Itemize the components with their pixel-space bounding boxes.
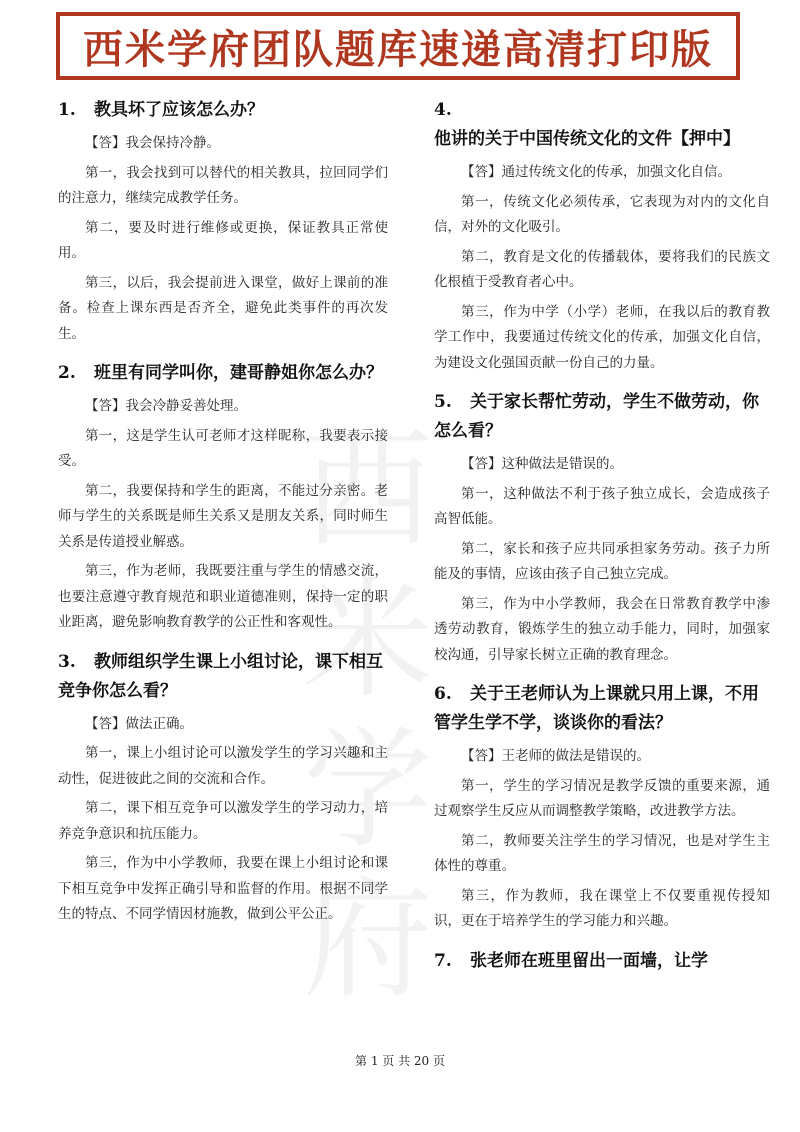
question-block: [434, 680, 770, 935]
question-title: [58, 648, 388, 706]
question-title: [58, 359, 388, 388]
question-text: 关于家长帮忙劳动，学生不做劳动，你怎么看？: [434, 392, 759, 441]
question-text: 教具坏了应该怎么办？: [94, 100, 264, 120]
answer-paragraph: 第二，家长和孩子应共同承担家务劳动。孩子力所能及的事情，应该由孩子自己独立完成。: [434, 540, 770, 582]
answer-paragraph: 第一，课上小组讨论可以激发学生的学习兴趣和主动性，促进彼此之间的交流和合作。: [58, 745, 388, 787]
question-block: [434, 96, 770, 376]
right-column: [434, 96, 770, 988]
question-number: 7.: [434, 950, 452, 971]
answer-summary: 【答】王老师的做法是错误的。: [461, 748, 650, 764]
question-title: [434, 947, 770, 976]
question-text: 班里有同学叫你，建哥静姐你怎么办？: [94, 363, 383, 383]
watermark: 西米 学府: [302, 414, 433, 1016]
answer-paragraph: 第一，这种做法不利于孩子独立成长，会造成孩子高智低能。: [434, 485, 770, 527]
question-title: [434, 96, 770, 154]
question-number: 4.: [434, 100, 452, 120]
question-block: [434, 388, 770, 668]
answer-paragraph: 第二，教育是文化的传播载体，要将我们的民族文化根植于受教育者心中。: [434, 248, 770, 290]
question-number: 6.: [434, 684, 452, 704]
answer-paragraph: 第一，传统文化必须传承，它表现为对内的文化自信，对外的文化吸引。: [434, 193, 770, 235]
answer-paragraph: 第一，我会找到可以替代的相关教具，拉回同学们的注意力，继续完成教学任务。: [58, 164, 388, 206]
answer-summary: 【答】做法正确。: [85, 715, 193, 732]
answer-paragraph: 第三，作为教师，我在课堂上不仅要重视传授知识，更在于培养学生的学习能力和兴趣。: [434, 887, 770, 929]
question-number: 3.: [58, 651, 76, 672]
question-title: [434, 680, 770, 738]
question-title: [434, 388, 770, 446]
answer-summary: 【答】我会冷静妥善处理。: [85, 398, 247, 414]
question-text: 关于王老师认为上课就只用上课，不用管学生学不学，谈谈你的看法？: [434, 684, 759, 733]
question-text: 他讲的关于中国传统文化的文件【押中】: [434, 129, 740, 149]
answer-paragraph: 第三，作为老师，我既要注重与学生的情感交流，也要注意遵守教育规范和职业道德准则，保持一定的职业距离，避免影响教育教学的公正性和客观性。: [58, 563, 388, 630]
answer-paragraph: 第二，教师要关注学生的学习情况，也是对学生主体性的尊重。: [434, 832, 770, 874]
answer-summary: 【答】我会保持冷静。: [85, 135, 220, 151]
answer-paragraph: 第三，以后，我会提前进入课堂，做好上课前的准备。检查上课东西是否齐全，避免此类事件的再次发生。: [58, 274, 388, 342]
answer-paragraph: 第一，学生的学习情况是教学反馈的重要来源，通过观察学生反应从而调整教学策略，改进教学方法。: [434, 777, 770, 819]
question-block: [434, 947, 770, 976]
left-column: [58, 96, 388, 940]
answer-paragraph: 第三，作为中小学教师，我会在日常教育教学中渗透劳动教育，锻炼学生的独立动手能力，同时，加强家校沟通，引导家长树立正确的教育理念。: [434, 595, 770, 663]
answer-summary: 【答】这种做法是错误的。: [461, 456, 623, 472]
question-block: [58, 96, 388, 347]
answer-paragraph: 第一，这是学生认可老师才这样昵称，我要表示接受。: [58, 427, 388, 469]
question-text: 教师组织学生课上小组讨论，课下相互竞争你怎么看？: [58, 651, 383, 701]
question-title: [58, 96, 388, 125]
title-banner: [56, 12, 740, 80]
banner-title: 西米学府团队题库速递高清打印版: [83, 25, 713, 73]
page-footer: 第 1 页 共 20 页: [355, 1054, 445, 1068]
question-number: 1.: [58, 100, 76, 120]
answer-paragraph: 第二，课下相互竞争可以激发学生的学习动力，培养竞争意识和抗压能力。: [58, 800, 388, 842]
question-block: [58, 359, 388, 636]
question-text: 张老师在班里留出一面墙，让学: [470, 950, 708, 971]
answer-paragraph: 第三，作为中小学教师，我要在课上小组讨论和课下相互竞争中发挥正确引导和监督的作用。根据不同学生的特点、不同学情因材施教，做到公平公正。: [58, 855, 388, 922]
question-block: [58, 648, 388, 928]
answer-paragraph: 第二，要及时进行维修或更换，保证教具正常使用。: [58, 219, 388, 261]
answer-paragraph: 第二，我要保持和学生的距离，不能过分亲密。老师与学生的关系既是师生关系又是朋友关系，同时师生关系是传道授业解惑。: [58, 482, 388, 550]
question-number: 2.: [58, 363, 76, 383]
answer-paragraph: 第三，作为中学（小学）老师，在我以后的教育教学工作中，我要通过传统文化的传承，加强文化自信，为建设文化强国贡献一份自己的力量。: [434, 303, 770, 371]
question-number: 5.: [434, 392, 452, 412]
answer-summary: 【答】通过传统文化的传承，加强文化自信。: [461, 164, 731, 180]
